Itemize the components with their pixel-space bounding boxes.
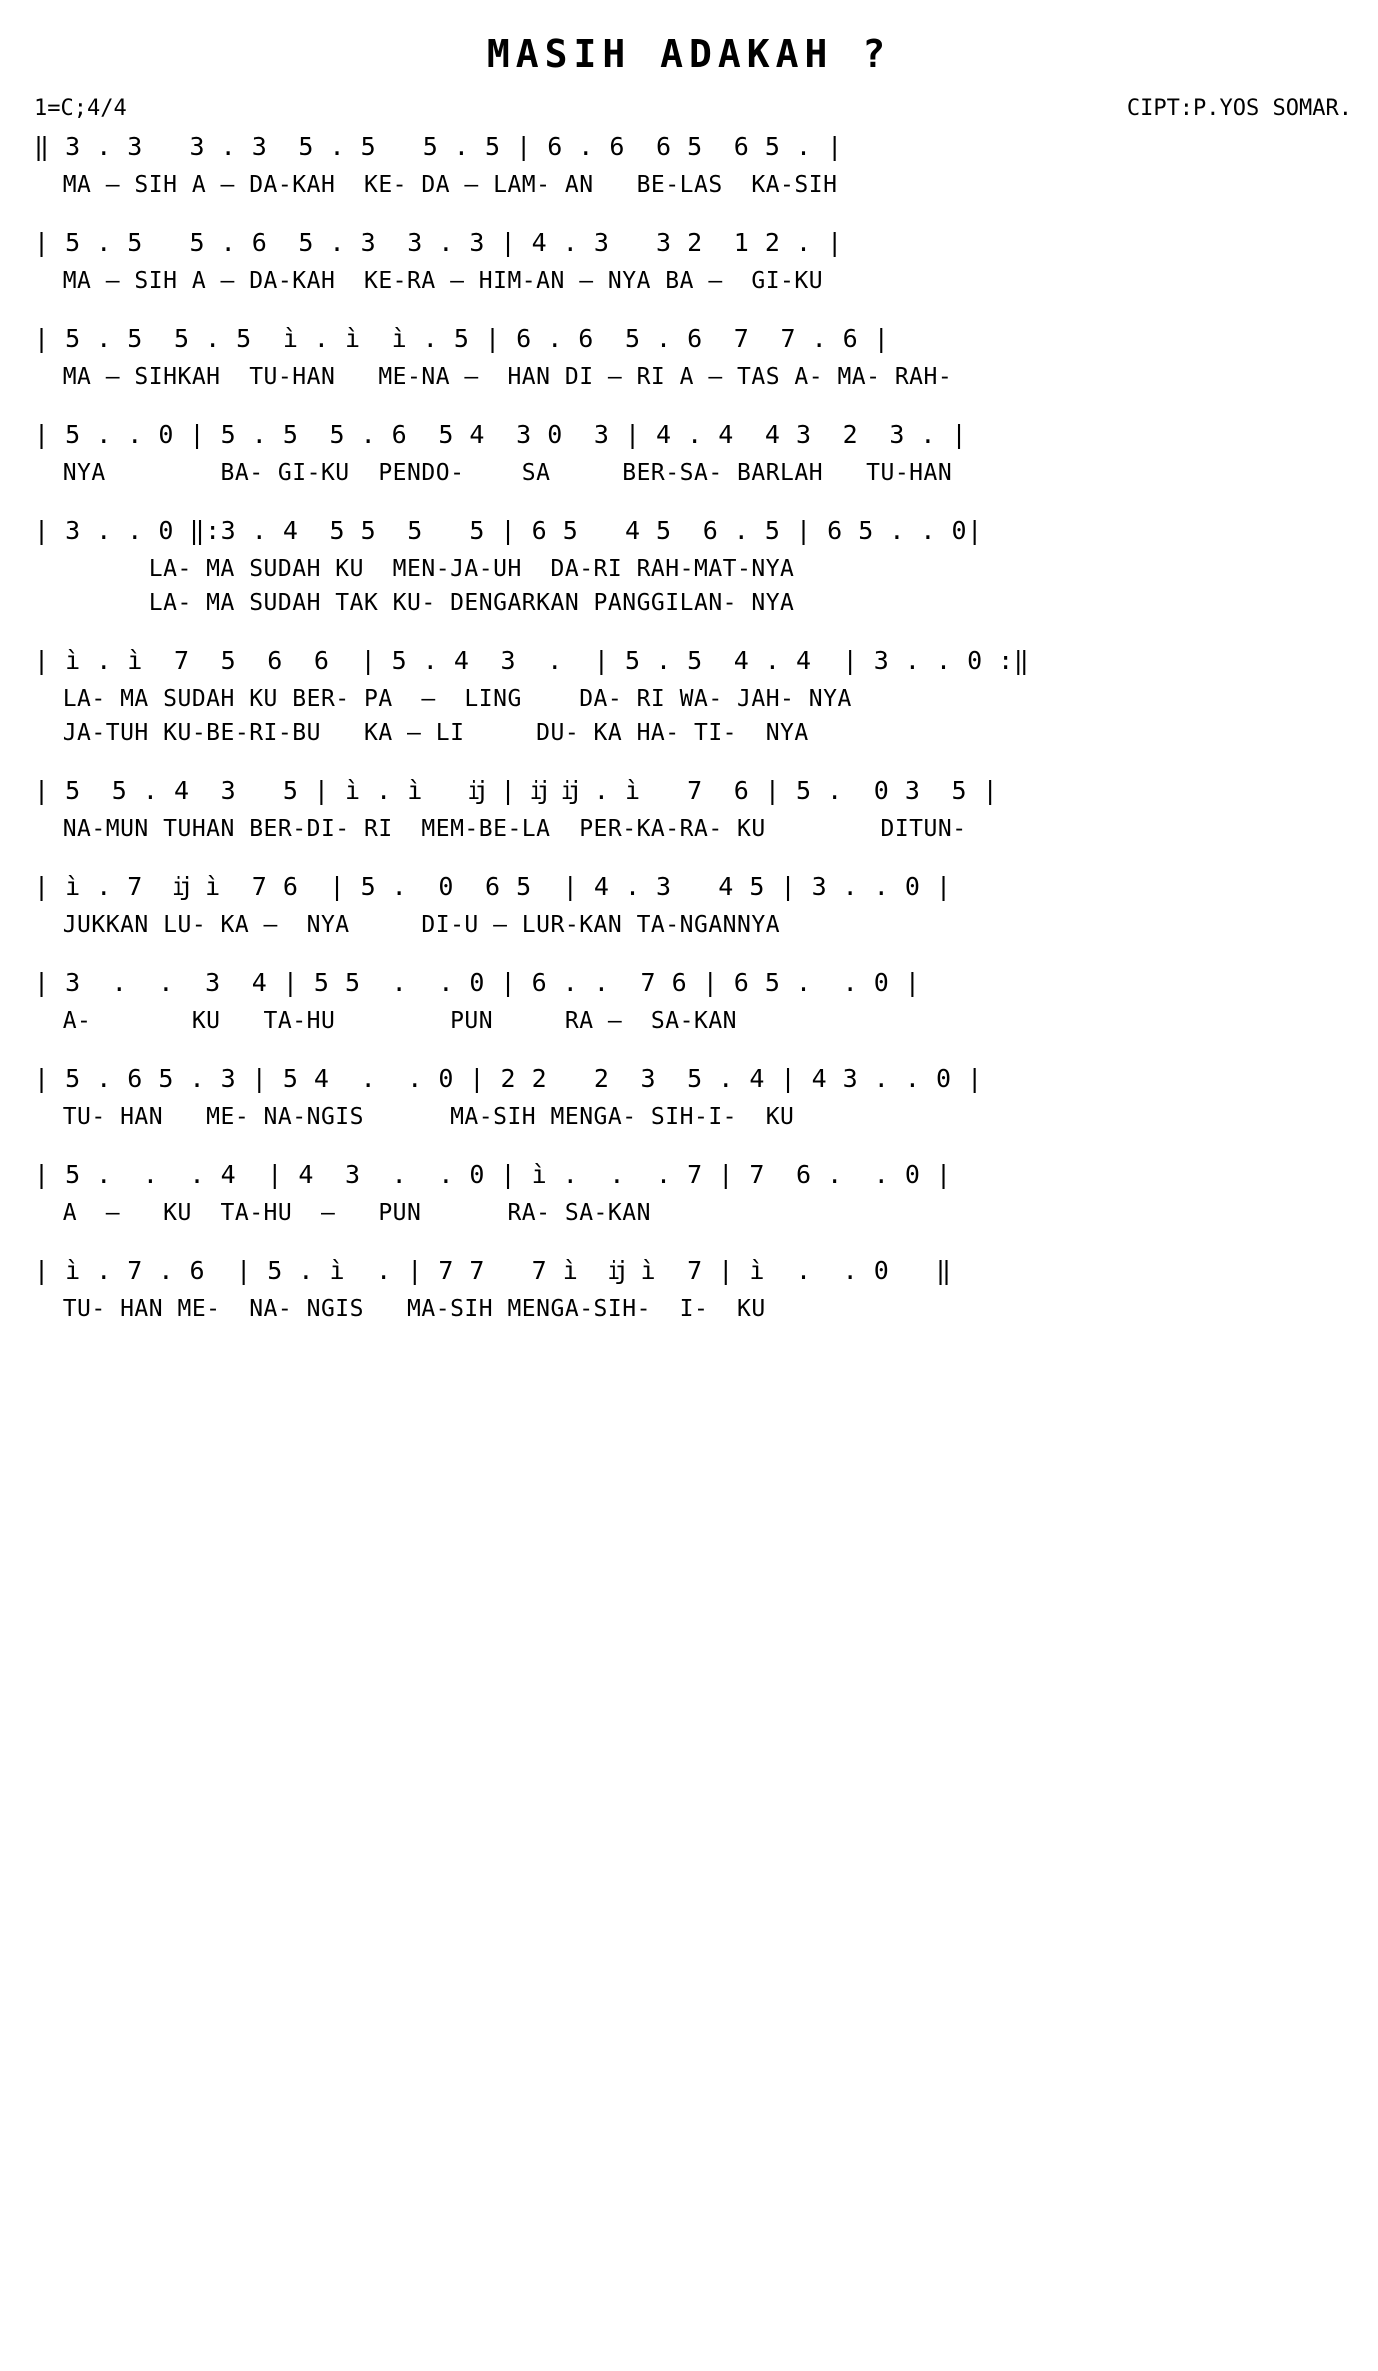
system-11 xyxy=(0,1158,1378,1232)
lyric-line: A – KU TA-HU – PUN RA- SA-KAN xyxy=(34,1200,651,1226)
lyric-line: A- KU TA-HU PUN RA – SA-KAN xyxy=(34,1008,738,1034)
lyric-line-verse-1: LA- MA SUDAH KU MEN-JA-UH DA-RI RAH-MAT-NYA xyxy=(34,556,795,582)
notation-line: | 3 . . 3 4 | 5 5 . . 0 | 6 . . 7 6 | 6 5 . . 0 | xyxy=(34,968,921,997)
notation-line: | 5 . 5 5 . 6 5 . 3 3 . 3 | 4 . 3 3 2 1 2 . | xyxy=(34,228,843,257)
lyric-line-verse-1: LA- MA SUDAH KU BER- PA – LING DA- RI WA- JAH- NYA xyxy=(34,686,852,712)
notation-line: ‖ 3 . 3 3 . 3 5 . 5 5 . 5 | 6 . 6 6 5 6 5 . | xyxy=(34,132,843,161)
spacer xyxy=(0,204,1378,226)
lyric-line: TU- HAN ME- NA- NGIS MA-SIH MENGA-SIH- I- KU xyxy=(34,1296,766,1322)
system-12 xyxy=(0,1254,1378,1328)
spacer xyxy=(0,944,1378,966)
notation-line: | 5 . . 0 | 5 . 5 5 . 6 5 4 3 0 3 | 4 . 4 4 3 2 3 . | xyxy=(34,420,968,449)
system-8 xyxy=(0,870,1378,944)
spacer xyxy=(0,492,1378,514)
spacer xyxy=(0,1136,1378,1158)
spacer xyxy=(0,1232,1378,1254)
system-4 xyxy=(0,418,1378,492)
lyric-line: NA-MUN TUHAN BER-DI- RI MEM-BE-LA PER-KA-RA- KU DITUN- xyxy=(34,816,967,842)
spacer xyxy=(0,1040,1378,1062)
spacer xyxy=(0,622,1378,644)
system-5 xyxy=(0,514,1378,622)
system-7 xyxy=(0,774,1378,848)
page-title: MASIH ADAKAH ? xyxy=(486,32,892,76)
spacer xyxy=(0,848,1378,870)
system-9 xyxy=(0,966,1378,1040)
notation-line: | 5 . . . 4 | 4 3 . . 0 | ì . . . 7 | 7 6 . . 0 | xyxy=(34,1160,952,1189)
key-signature: 1=C;4/4 xyxy=(34,96,127,121)
notation-line: | 5 5 . 4 3 5 | ì . ì ĳ | ĳ ĳ . ì 7 6 | 5 . 0 3 5 | xyxy=(34,776,999,805)
notation-line: | 3 . . 0 ‖:3 . 4 5 5 5 5 | 6 5 4 5 6 . 5 | 6 5 . . 0| xyxy=(34,516,983,545)
lyric-line-verse-2: JA-TUH KU-BE-RI-BU KA – LI DU- KA HA- TI- NYA xyxy=(34,720,809,746)
lyric-line: MA – SIH A – DA-KAH KE-RA – HIM-AN – NYA BA – GI-KU xyxy=(34,268,824,294)
notation-line: | 5 . 5 5 . 5 ì . ì ì . 5 | 6 . 6 5 . 6 7 7 . 6 | xyxy=(34,324,890,353)
lyric-line: TU- HAN ME- NA-NGIS MA-SIH MENGA- SIH-I- KU xyxy=(34,1104,795,1130)
system-6 xyxy=(0,644,1378,752)
lyric-line: NYA BA- GI-KU PENDO- SA BER-SA- BARLAH TU-HAN xyxy=(34,460,953,486)
score-metadata xyxy=(0,96,1378,130)
notation-line: | ì . ì 7 5 6 6 | 5 . 4 3 . | 5 . 5 4 . 4 | 3 . . 0 :‖ xyxy=(34,646,1030,675)
lyric-line: MA – SIHKAH TU-HAN ME-NA – HAN DI – RI A – TAS A- MA- RAH- xyxy=(34,364,953,390)
spacer xyxy=(0,300,1378,322)
system-10 xyxy=(0,1062,1378,1136)
lyric-line-verse-2: LA- MA SUDAH TAK KU- DENGARKAN PANGGILAN- NYA xyxy=(34,590,795,616)
composer-credit: CIPT:P.YOS SOMAR. xyxy=(1126,96,1352,121)
notation-line: | 5 . 6 5 . 3 | 5 4 . . 0 | 2 2 2 3 5 . 4 | 4 3 . . 0 | xyxy=(34,1064,983,1093)
notation-line: | ì . 7 ĳ ì 7 6 | 5 . 0 6 5 | 4 . 3 4 5 | 3 . . 0 | xyxy=(34,872,952,901)
system-3 xyxy=(0,322,1378,396)
system-1 xyxy=(0,130,1378,204)
lyric-line: MA – SIH A – DA-KAH KE- DA – LAM- AN BE-LAS KA-SIH xyxy=(34,172,838,198)
spacer xyxy=(0,752,1378,774)
lyric-line: JUKKAN LU- KA – NYA DI-U – LUR-KAN TA-NGANNYA xyxy=(34,912,781,938)
spacer xyxy=(0,396,1378,418)
notation-line: | ì . 7 . 6 | 5 . ì . | 7 7 7 ì ĳ ì 7 | ì . . 0 ‖ xyxy=(34,1256,952,1285)
system-2 xyxy=(0,226,1378,300)
sheet-music-page xyxy=(0,32,1378,2371)
